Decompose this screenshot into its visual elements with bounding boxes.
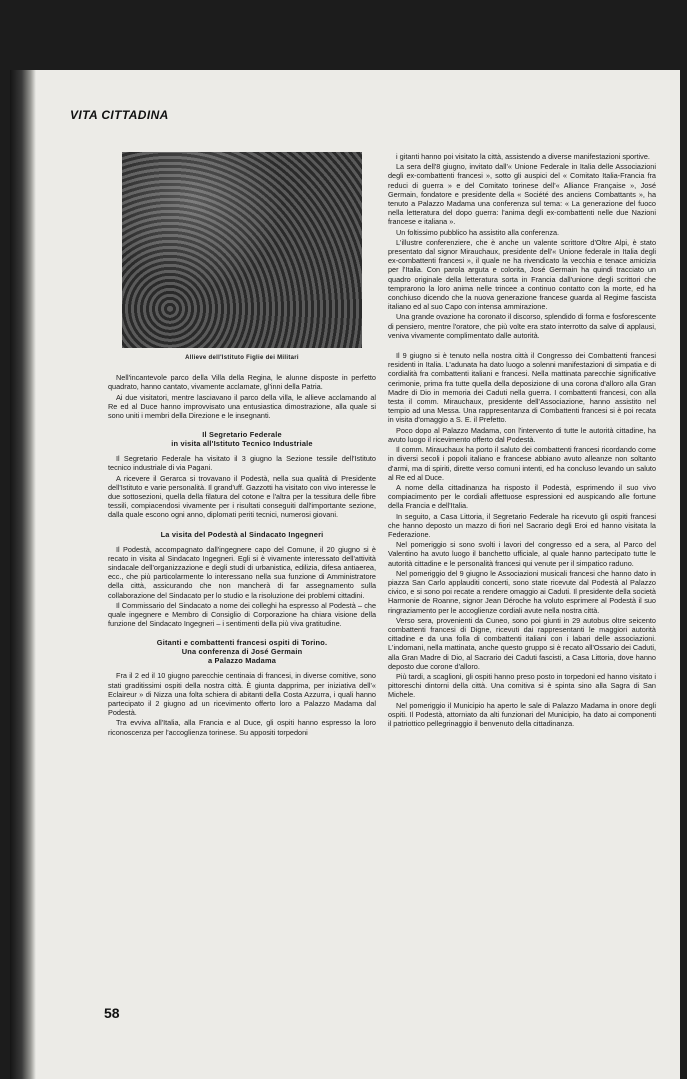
paragraph: Nel pomeriggio si sono svolti i lavori del congresso ed a sera, al Parco del Valentino ha avuto luogo il banchetto ufficiale, al quale hanno partecipato tutte le autorità cittadine e le personalità francesi qui venute per il simpatico raduno. xyxy=(388,540,656,568)
heading-line: Gitanti e combattenti francesi ospiti di Torino. xyxy=(156,638,328,648)
heading-line: Una conferenza di José Germain xyxy=(181,647,303,657)
paragraph: Nel pomeriggio del 9 giugno le Associazioni musicali francesi che hanno dato in piazza San Carlo applauditi concerti, sono state ricevute dal Podestà al Palazzo civico, e si sono poi recate a rendere omaggio ai Caduti. Il presidente della società Harmonie de Roanne, signor Jean Déroche ha voluto esprimere al Podestà il suo ringraziamento per le accoglienze cordiali avute nella nostra città. xyxy=(388,568,656,615)
photo-crowd xyxy=(122,152,362,348)
photo-caption: Allieve dell'Istituto Figlie dei Militari xyxy=(185,355,299,361)
paragraph: Il Segretario Federale ha visitato il 3 giugno la Sezione tessile dell'Istituto tecnico industriale di via Pagani. xyxy=(108,454,376,473)
paragraph: Tra evviva all'Italia, alla Francia e al Duce, gli ospiti hanno espresso la loro riconoscenza per l'accoglienza torinese. Su appositi torpedoni xyxy=(108,718,376,737)
heading-line: Il Segretario Federale xyxy=(202,430,282,440)
paragraph: Nel pomeriggio il Municipio ha aperto le sale di Palazzo Madama in onore degli ospiti. Il Podestà, attorniato da alti funzionari del Municipio, ha dato ai componenti il patriottico pellegrinaggio il benvenuto della cittadinanza. xyxy=(388,700,656,728)
right-column xyxy=(388,152,656,729)
paragraph-gap xyxy=(388,341,656,351)
paragraph: Il comm. Mirauchaux ha porto il saluto dei combattenti francesi ricordando come in diversi secoli i popoli italiano e francese abbiano avuto alleanze non soltanto d'armi, ma di spiriti, dirette verso comuni intenti, ed ha concluso levando un saluto al Re ed al Duce. xyxy=(388,445,656,482)
paragraph: Verso sera, provenienti da Cuneo, sono poi giunti in 29 autobus oltre seicento combattenti francesi di Digne, ricevuti dai rappresentanti le maggiori autorità cittadine e da una folla di combattenti italiani con i labari delle associazioni. L'indomani, nella mattinata, anche questo gruppo si è recato all'Ossario dei Caduti, alla Gran Madre di Dio, al Sacrario dei Caduti fascisti, a Casa Littoria, dove hanno deposto due corone d'alloro. xyxy=(388,615,656,671)
paragraph: i gitanti hanno poi visitato la città, assistendo a diverse manifestazioni sportive. xyxy=(396,152,650,161)
paragraph: Nell'incantevole parco della Villa della Regina, le alunne disposte in perfetto quadrato, hanno cantato, vivamente acclamate, gl'inni della Patria. xyxy=(108,373,376,392)
section-heading-gitanti xyxy=(108,638,376,665)
paragraph: Poco dopo al Palazzo Madama, con l'intervento di tutte le autorità cittadine, ha avuto luogo il ricevimento offerto dal Podestà. xyxy=(388,425,656,444)
paragraph: Un foltissimo pubblico ha assistito alla conferenza. xyxy=(396,227,560,237)
book-spine-shadow xyxy=(10,70,36,1079)
section-heading-segretario xyxy=(108,430,376,448)
paragraph: La sera dell'8 giugno, invitato dall'« Unione Federale in Italia delle Associazioni degli ex-combattenti francesi », sotto gli auspici del « Comitato Italia-Francia fra reduci di guerra » e del Comitato torinese dell'« Alliance Française », José Germain, fondatore e presidente della « Société des anciens Combattants », ha tenuto a Palazzo Madama una conferenza sul tema: « La generazione del fuoco nella letteratura del dopo guerra: l'anima degli ex-combattenti nelle due Nazioni francese e italiana ». xyxy=(388,162,656,227)
page-number: 58 xyxy=(104,1005,120,1021)
paragraph: In seguito, a Casa Littoria, il Segretario Federale ha ricevuto gli ospiti francesi che hanno deposto un mazzo di fiori nel Sacrario degli Eroi ed hanno visitata la Federazione. xyxy=(388,511,656,539)
heading-line: in visita all'Istituto Tecnico Industriale xyxy=(171,439,313,449)
magazine-page xyxy=(10,70,680,1079)
paragraph: Una grande ovazione ha coronato il discorso, splendido di forma e fosforescente di pensiero, mentre l'oratore, che più volte era stato interrotto da salve di applausi, veniva vivamente complimentato dalle autorità. xyxy=(388,312,657,340)
paragraph: A nome della cittadinanza ha risposto il Podestà, esprimendo il suo vivo compiacimento per le cordiali affettuose espressioni ed auspicando alle fortune della Francia e dell'Italia. xyxy=(388,482,656,511)
heading-line: a Palazzo Madama xyxy=(207,656,277,666)
paragraph: Il Podestà, accompagnato dall'ingegnere capo del Comune, il 20 giugno si è recato in visita al Sindacato Ingegneri. Egli si è vivamente interessato dell'attività sindacale dell'organizzazione e degli studi di urbanistica, edilizia, difesa antiaerea, ecc., che più particolarmente lo interessano nella sua funzione di Amministratore della città, assicurando che non mancherà di far assegnamento sulla collaborazione del Sindacato per lo studio e la risoluzione dei problemi cittadini. xyxy=(108,544,376,600)
paragraph: Il 9 giugno si è tenuto nella nostra città il Congresso dei Combattenti francesi residenti in Italia. L'adunata ha dato luogo a solenni manifestazioni di simpatia e di cordialità fra combattenti italiani e francesi. Nella mattinata parecchie significative cerimonie, prima fra tutte quella della deposizione di una corona d'alloro alla Gran Madre di Dio in memoria dei Caduti nella guerra. I combattenti francesi, con alla testa il comm. Mirauchaux, presidente dell'Associazione, hanno assistito nel tempio ad una Messa. Una rappresentanza di Combattenti francesi si è poi recata in visita d'omaggio a S. E. il Prefetto. xyxy=(388,351,656,425)
paragraph: L'illustre conferenziere, che è anche un valente scrittore d'Oltre Alpi, è stato presentato dal signor Mirauchaux, presidente dell'« Unione federale in Italia degli ex-combattenti francesi », il quale ne ha rivendicato la vecchia e tenace amicizia per l'Italia. Con parola arguta e colorita, José Germain ha quindi tracciato un quadro originale della letteratura sorta in Francia dall'unione degli scrittori che temprarono la loro anima nelle trincee a continuo contatto con la morte, ed ha conchiuso dicendo che la nuova generazione francese guarda al Regime fascista italiano ed al suo Capo con intensa ammirazione. xyxy=(388,237,656,312)
paragraph: Fra il 2 ed il 10 giugno parecchie centinaia di francesi, in diverse comitive, sono stati graditissimi ospiti della nostra città. È giunta dapprima, per iniziativa dell'« Eclaireur » di Nizza una folta schiera di abitanti della Costa Azzurra, i quali hanno partecipato il 2 giugno ad un ricevimento offerto loro a Palazzo Madama dal Podestà. xyxy=(108,671,376,718)
paragraph: Ai due visitatori, mentre lasciavano il parco della villa, le allieve acclamando al Re ed al Duce hanno improvvisato una entusiastica dimostrazione, alla quale si sono uniti i membri della Direzione e le insegnanti. xyxy=(108,392,376,421)
paragraph: Più tardi, a scaglioni, gli ospiti hanno preso posto in torpedoni ed hanno visitato i pittoreschi dintorni della città. Una comitiva si è spinta sino alla Sagra di San Michele. xyxy=(388,671,656,700)
paragraph: A ricevere il Gerarca si trovavano il Podestà, nella sua qualità di Presidente dell'Istituto e varie personalità. Il grand'uff. Gazzotti ha visitato con vivo interesse le due sottosezioni, quella della filatura del cotone e l'altra per la tessitura delle fibre tessili, compiacendosi vivamente per i risultati conseguiti dall'importante sezione, dalla quale escono ogni anno, diplomati periti tecnici, numerosi giovani. xyxy=(108,473,376,520)
section-heading-podesta: La visita del Podestà al Sindacato Ingegneri xyxy=(160,529,324,539)
paragraph: Il Commissario del Sindacato a nome dei colleghi ha espresso al Podestà – che quale ingegnere e Membro di Consiglio di Corporazione ha chiara visione della funzione del Sindacato Ingegneri – i sentimenti della più viva gratitudine. xyxy=(108,600,376,629)
left-column xyxy=(108,152,376,738)
section-header: VITA CITTADINA xyxy=(70,108,169,122)
